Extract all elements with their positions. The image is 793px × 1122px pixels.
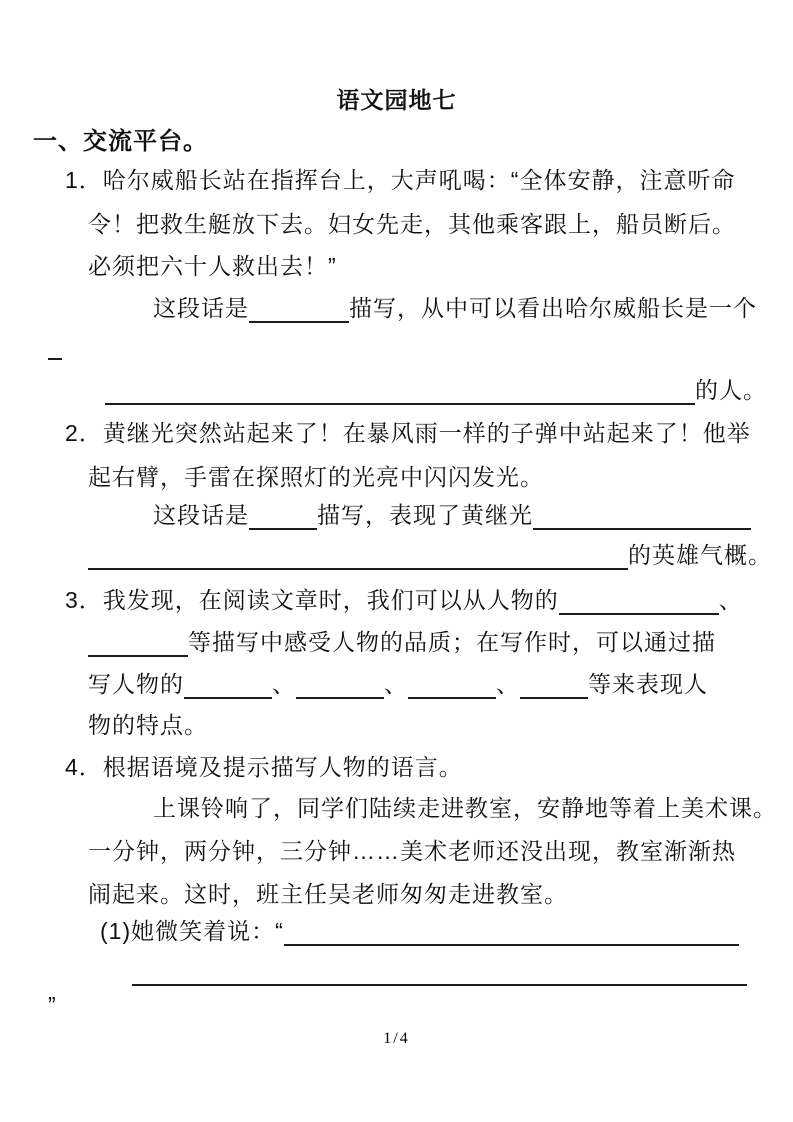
- answer-blank: [408, 669, 496, 699]
- item4-line3: [88, 836, 736, 866]
- answer-blank: [520, 669, 588, 699]
- text-run: 等来表现人: [588, 671, 708, 697]
- text-run: 这段话是: [153, 295, 249, 321]
- text-run: 的英雄气概。: [628, 542, 772, 568]
- text-run: 3．我发现，在阅读文章时，我们可以从人物的: [65, 587, 559, 613]
- item1-line2: [88, 209, 736, 239]
- answer-blank: [88, 540, 628, 570]
- answer-blank: [132, 956, 747, 986]
- page-number: 1/4: [383, 1030, 410, 1047]
- item3-line3: [88, 669, 708, 699]
- item3-line4: [88, 710, 208, 740]
- item2-line1: [65, 418, 751, 448]
- section-heading: 一、交流平台。: [33, 128, 208, 155]
- text-run: 物的特点。: [88, 712, 208, 738]
- answer-blank: [249, 293, 349, 323]
- page-title: 语文园地七: [336, 87, 457, 113]
- text-run: 等描写中感受人物的品质；在写作时，可以通过描: [188, 629, 716, 655]
- item1-line3: [88, 251, 337, 281]
- text-run: 起右臂，手雷在探照灯的光亮中闪闪发光。: [88, 464, 544, 490]
- text-run: 一分钟，两分钟，三分钟……美术老师还没出现，教室渐渐热: [88, 838, 736, 864]
- answer-blank: [184, 669, 272, 699]
- item4-line5: [100, 916, 739, 946]
- item3-line1: [65, 585, 743, 615]
- text-run: 上课铃响了，同学们陆续走进教室，安静地等着上美术课。: [153, 795, 777, 821]
- text-run: 、: [718, 587, 743, 613]
- text-run: 2．黄继光突然站起来了！在暴风雨一样的子弹中站起来了！他举: [65, 420, 751, 446]
- item4-line6: [132, 956, 747, 986]
- item1-line1: [65, 165, 735, 195]
- answer-blank: [559, 585, 719, 615]
- text-run: 1．哈尔威船长站在指挥台上，大声吼喝：“全体安静，注意听命: [65, 167, 736, 193]
- text-run: 、: [496, 671, 520, 697]
- answer-blank: [249, 500, 317, 530]
- item4-line1: [65, 752, 463, 782]
- text-run: 写人物的: [88, 671, 184, 697]
- answer-blank: [296, 669, 384, 699]
- text-run: 描写，从中可以看出哈尔威船长是一个: [349, 295, 757, 321]
- item1-line6: [105, 375, 767, 405]
- item1-line4: [153, 293, 757, 323]
- text-run: 4．根据语境及提示描写人物的语言。: [65, 754, 463, 780]
- text-run: ”: [48, 992, 57, 1018]
- text-run: 、: [384, 671, 408, 697]
- text-run: 闹起来。这时，班主任吴老师匆匆走进教室。: [88, 881, 568, 907]
- answer-blank: [48, 330, 62, 360]
- item4-line2: [153, 793, 777, 823]
- item1-line5: [48, 330, 62, 360]
- text-run: 描写，表现了黄继光: [317, 502, 533, 528]
- text-run: 这段话是: [153, 502, 249, 528]
- answer-blank: [105, 375, 695, 405]
- item4-line7: [48, 990, 57, 1020]
- item2-line2: [88, 462, 544, 492]
- item2-line3: [153, 500, 751, 530]
- text-run: 的人。: [695, 377, 767, 403]
- text-run: 、: [272, 671, 296, 697]
- item2-line4: [88, 540, 772, 570]
- text-run: 必须把六十人救出去！”: [88, 253, 337, 279]
- answer-blank: [88, 627, 188, 657]
- text-run: (1)她微笑着说：“: [100, 918, 284, 944]
- text-run: 令！把救生艇放下去。妇女先走，其他乘客跟上，船员断后。: [88, 211, 736, 237]
- item4-line4: [88, 879, 568, 909]
- item3-line2: [88, 627, 716, 657]
- answer-blank: [284, 916, 739, 946]
- answer-blank: [533, 500, 751, 530]
